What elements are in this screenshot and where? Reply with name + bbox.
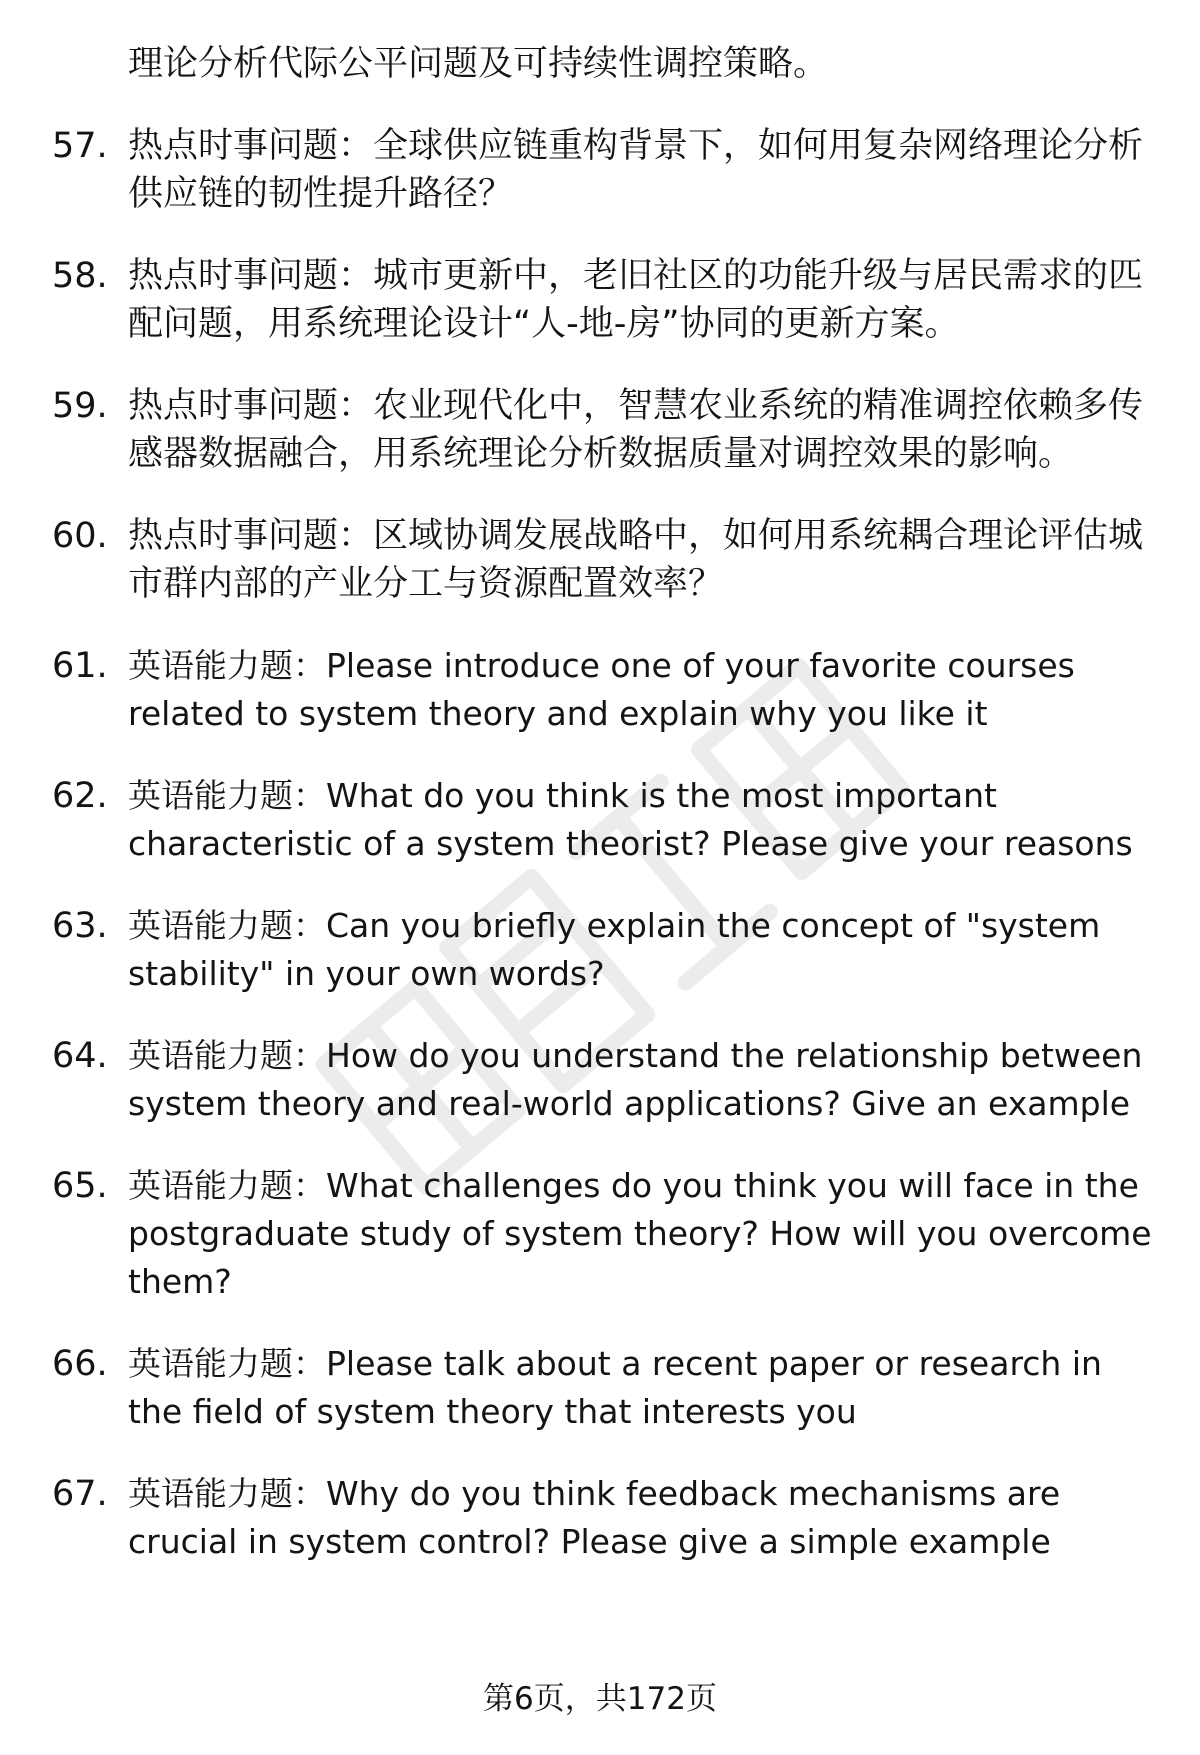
list-item [52, 1340, 1162, 1436]
item-text: 英语能力题：Can you briefly explain the concept of "system stability" in your own words? [128, 906, 1101, 993]
item-text: 热点时事问题：全球供应链重构背景下，如何用复杂网络理论分析供应链的韧性提升路径？ [128, 126, 1144, 214]
item-number: 67. [52, 1474, 108, 1514]
item-number: 62. [52, 776, 108, 816]
item-number: 58. [52, 256, 108, 296]
item-text: 热点时事问题：城市更新中，老旧社区的功能升级与居民需求的匹配问题，用系统理论设计“人-地-房”协同的更新方案。 [128, 256, 1144, 344]
continued-item-text: 理论分析代际公平问题及可持续性调控策略。 [128, 44, 829, 84]
page-footer: 第6页，共172页 [483, 1681, 717, 1717]
item-number: 63. [52, 906, 108, 946]
item-text: 英语能力题：What do you think is the most important characteristic of a system theorist? Please give your reasons [128, 776, 1133, 863]
item-number: 66. [52, 1344, 108, 1384]
item-text: 英语能力题：Please talk about a recent paper or research in the field of system theory that interests you [128, 1344, 1102, 1431]
item-text: 英语能力题：Please introduce one of your favorite courses related to system theory and explain why you like it [128, 646, 1075, 733]
item-number: 59. [52, 386, 108, 426]
list-item [52, 902, 1162, 998]
item-number: 64. [52, 1036, 108, 1076]
list-item [52, 252, 1162, 348]
list-item [52, 512, 1162, 608]
list-item [52, 1162, 1162, 1306]
item-text: 英语能力题：Why do you think feedback mechanisms are crucial in system control? Please give a simple example [128, 1474, 1061, 1561]
list-item [52, 1032, 1162, 1128]
item-text: 热点时事问题：区域协调发展战略中，如何用系统耦合理论评估城市群内部的产业分工与资源配置效率？ [128, 516, 1144, 604]
list-item [52, 642, 1162, 738]
list-item [52, 122, 1162, 218]
item-number: 60. [52, 516, 108, 556]
item-number: 57. [52, 126, 108, 166]
item-text: 热点时事问题：农业现代化中，智慧农业系统的精准调控依赖多传感器数据融合，用系统理论分析数据质量对调控效果的影响。 [128, 386, 1144, 474]
list-item [52, 1470, 1162, 1566]
question-list [52, 40, 1162, 1566]
list-item [52, 382, 1162, 478]
item-text: 英语能力题：How do you understand the relationship between system theory and real-world applications? Give an example [128, 1036, 1143, 1123]
item-number: 65. [52, 1166, 108, 1206]
list-item [52, 772, 1162, 868]
item-number: 61. [52, 646, 108, 686]
item-text: 英语能力题：What challenges do you think you will face in the postgraduate study of system theory? How will you overcome them? [128, 1166, 1152, 1301]
